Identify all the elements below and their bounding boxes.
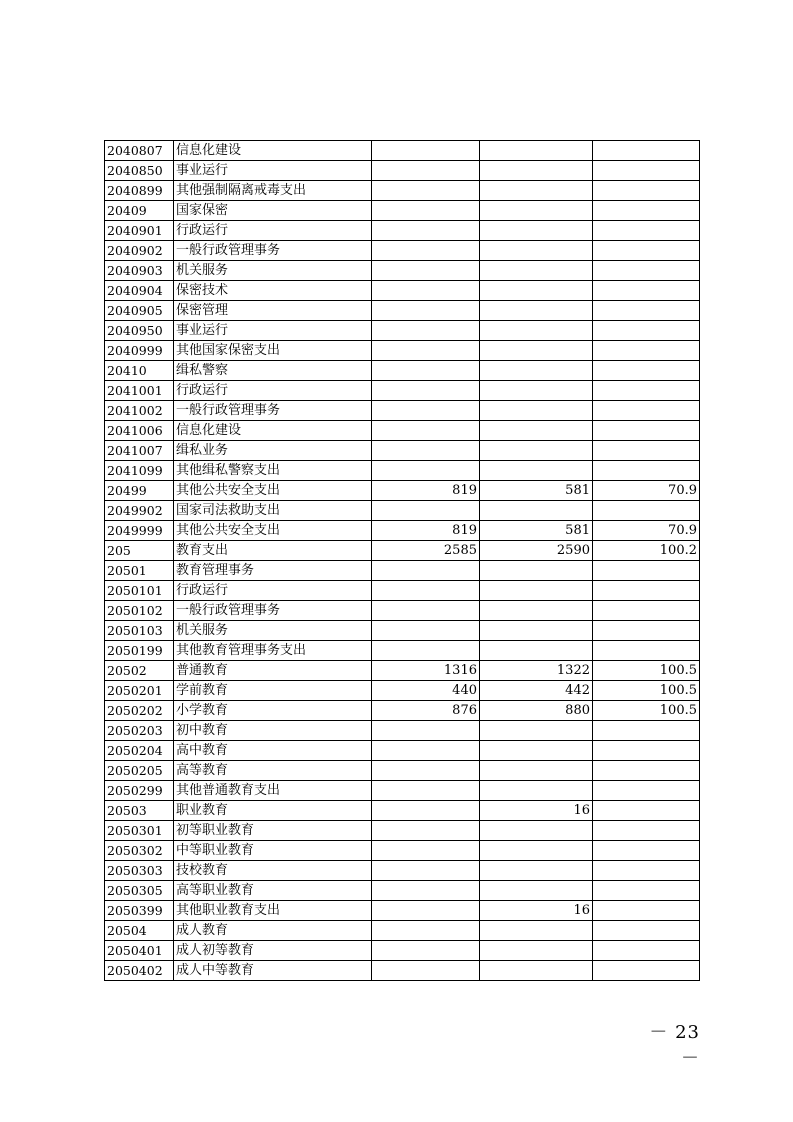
value-cell-3 [593,341,700,361]
item-code-cell: 2040999 [105,341,174,361]
value-cell-1 [372,361,480,381]
value-cell-1 [372,421,480,441]
table-row [105,661,700,681]
value-cell-2 [480,181,593,201]
value-cell-2 [480,621,593,641]
table-row [105,621,700,641]
item-code-cell: 2040807 [105,141,174,161]
item-name-cell: 中等职业教育 [174,841,372,861]
value-cell-3 [593,261,700,281]
item-code-cell: 2041099 [105,461,174,481]
item-name-cell: 机关服务 [174,621,372,641]
item-code-cell: 2040950 [105,321,174,341]
value-cell-3 [593,441,700,461]
value-cell-2 [480,781,593,801]
table-row [105,381,700,401]
table-row [105,301,700,321]
value-cell-1 [372,961,480,981]
value-cell-3 [593,301,700,321]
value-cell-3: 70.9 [593,521,700,541]
value-cell-3 [593,601,700,621]
table-row [105,841,700,861]
value-cell-2 [480,821,593,841]
value-cell-1 [372,861,480,881]
table-row [105,501,700,521]
table-row [105,861,700,881]
item-code-cell: 2050199 [105,641,174,661]
value-cell-1 [372,181,480,201]
value-cell-3 [593,161,700,181]
value-cell-2 [480,761,593,781]
value-cell-1 [372,301,480,321]
item-code-cell: 20501 [105,561,174,581]
value-cell-1: 819 [372,481,480,501]
item-name-cell: 一般行政管理事务 [174,601,372,621]
item-code-cell: 2040905 [105,301,174,321]
item-name-cell: 职业教育 [174,801,372,821]
item-name-cell: 信息化建设 [174,141,372,161]
table-row [105,721,700,741]
value-cell-2 [480,161,593,181]
value-cell-1 [372,281,480,301]
value-cell-3: 100.5 [593,661,700,681]
value-cell-3 [593,361,700,381]
value-cell-2: 2590 [480,541,593,561]
value-cell-2: 442 [480,681,593,701]
value-cell-1 [372,741,480,761]
value-cell-2 [480,501,593,521]
value-cell-2 [480,841,593,861]
item-name-cell: 国家司法救助支出 [174,501,372,521]
table-row [105,801,700,821]
value-cell-3 [593,501,700,521]
table-row [105,321,700,341]
value-cell-2 [480,461,593,481]
value-cell-3 [593,721,700,741]
item-code-cell: 2040903 [105,261,174,281]
table-row [105,641,700,661]
item-code-cell: 2040901 [105,221,174,241]
value-cell-3 [593,861,700,881]
item-name-cell: 事业运行 [174,161,372,181]
value-cell-2 [480,241,593,261]
item-code-cell: 2050303 [105,861,174,881]
table-row [105,421,700,441]
table-row [105,441,700,461]
value-cell-1 [372,441,480,461]
table-row [105,941,700,961]
value-cell-2 [480,741,593,761]
value-cell-3 [593,841,700,861]
value-cell-3 [593,141,700,161]
value-cell-2 [480,581,593,601]
value-cell-3 [593,761,700,781]
value-cell-1 [372,721,480,741]
value-cell-2: 16 [480,801,593,821]
table-row [105,181,700,201]
value-cell-3 [593,421,700,441]
table-row [105,781,700,801]
item-code-cell: 2049999 [105,521,174,541]
table-row [105,261,700,281]
value-cell-2 [480,261,593,281]
item-code-cell: 2050205 [105,761,174,781]
value-cell-3 [593,321,700,341]
item-code-cell: 2041001 [105,381,174,401]
value-cell-2 [480,721,593,741]
item-code-cell: 20504 [105,921,174,941]
value-cell-1 [372,601,480,621]
table-row [105,281,700,301]
table-row [105,221,700,241]
item-name-cell: 国家保密 [174,201,372,221]
value-cell-1 [372,901,480,921]
page-number: － 23 － [649,1022,700,1069]
value-cell-3: 70.9 [593,481,700,501]
value-cell-1 [372,941,480,961]
value-cell-1 [372,921,480,941]
value-cell-2 [480,281,593,301]
item-name-cell: 行政运行 [174,381,372,401]
value-cell-1 [372,821,480,841]
value-cell-3 [593,461,700,481]
item-name-cell: 其他职业教育支出 [174,901,372,921]
item-name-cell: 其他教育管理事务支出 [174,641,372,661]
item-name-cell: 高等职业教育 [174,881,372,901]
value-cell-1: 819 [372,521,480,541]
item-code-cell: 2040902 [105,241,174,261]
value-cell-3 [593,961,700,981]
value-cell-2 [480,881,593,901]
table-row [105,141,700,161]
value-cell-1 [372,221,480,241]
item-name-cell: 其他缉私警察支出 [174,461,372,481]
item-code-cell: 20503 [105,801,174,821]
item-code-cell: 2041006 [105,421,174,441]
value-cell-2 [480,321,593,341]
item-name-cell: 缉私警察 [174,361,372,381]
item-name-cell: 其他国家保密支出 [174,341,372,361]
item-code-cell: 20409 [105,201,174,221]
item-code-cell: 20499 [105,481,174,501]
value-cell-3 [593,241,700,261]
value-cell-2: 1322 [480,661,593,681]
value-cell-3 [593,921,700,941]
item-name-cell: 信息化建设 [174,421,372,441]
table-row [105,561,700,581]
table-row [105,401,700,421]
value-cell-2 [480,441,593,461]
budget-table [104,140,700,981]
item-name-cell: 教育支出 [174,541,372,561]
item-code-cell: 2050299 [105,781,174,801]
value-cell-1 [372,261,480,281]
value-cell-3 [593,901,700,921]
value-cell-2 [480,381,593,401]
value-cell-2 [480,961,593,981]
table-row [105,481,700,501]
value-cell-3: 100.5 [593,701,700,721]
value-cell-1 [372,561,480,581]
table-row [105,761,700,781]
value-cell-2 [480,941,593,961]
item-name-cell: 小学教育 [174,701,372,721]
value-cell-3 [593,941,700,961]
value-cell-2 [480,401,593,421]
value-cell-2: 581 [480,521,593,541]
value-cell-3 [593,581,700,601]
item-code-cell: 2049902 [105,501,174,521]
table-row [105,241,700,261]
value-cell-3 [593,821,700,841]
value-cell-2 [480,601,593,621]
value-cell-2 [480,341,593,361]
value-cell-2 [480,221,593,241]
value-cell-1 [372,341,480,361]
item-name-cell: 行政运行 [174,581,372,601]
table-row [105,461,700,481]
value-cell-2: 880 [480,701,593,721]
item-code-cell: 20502 [105,661,174,681]
value-cell-2 [480,921,593,941]
value-cell-1 [372,841,480,861]
value-cell-1 [372,161,480,181]
value-cell-3 [593,561,700,581]
item-name-cell: 一般行政管理事务 [174,241,372,261]
item-name-cell: 学前教育 [174,681,372,701]
item-code-cell: 2050401 [105,941,174,961]
table-row [105,521,700,541]
value-cell-1 [372,621,480,641]
table-row [105,581,700,601]
table-row [105,921,700,941]
table-row [105,961,700,981]
table-row [105,601,700,621]
value-cell-1 [372,461,480,481]
item-name-cell: 缉私业务 [174,441,372,461]
value-cell-3: 100.5 [593,681,700,701]
item-code-cell: 2041002 [105,401,174,421]
value-cell-2 [480,641,593,661]
item-code-cell: 2041007 [105,441,174,461]
item-name-cell: 成人中等教育 [174,961,372,981]
item-code-cell: 2040904 [105,281,174,301]
value-cell-1: 1316 [372,661,480,681]
item-name-cell: 高等教育 [174,761,372,781]
value-cell-2 [480,141,593,161]
value-cell-1 [372,761,480,781]
value-cell-1 [372,501,480,521]
value-cell-2: 581 [480,481,593,501]
item-name-cell: 一般行政管理事务 [174,401,372,421]
value-cell-2 [480,301,593,321]
value-cell-3 [593,741,700,761]
item-name-cell: 高中教育 [174,741,372,761]
item-code-cell: 2050301 [105,821,174,841]
value-cell-1 [372,781,480,801]
value-cell-3 [593,621,700,641]
item-name-cell: 技校教育 [174,861,372,881]
item-name-cell: 普通教育 [174,661,372,681]
item-code-cell: 205 [105,541,174,561]
table-row [105,681,700,701]
item-code-cell: 2040899 [105,181,174,201]
table-row [105,201,700,221]
item-name-cell: 其他普通教育支出 [174,781,372,801]
value-cell-2 [480,861,593,881]
table-row [105,341,700,361]
table-row [105,541,700,561]
value-cell-3 [593,881,700,901]
item-name-cell: 初中教育 [174,721,372,741]
item-code-cell: 2050103 [105,621,174,641]
value-cell-3 [593,401,700,421]
item-name-cell: 其他公共安全支出 [174,481,372,501]
value-cell-2 [480,201,593,221]
value-cell-1: 440 [372,681,480,701]
value-cell-1 [372,321,480,341]
item-name-cell: 其他公共安全支出 [174,521,372,541]
item-name-cell: 行政运行 [174,221,372,241]
value-cell-1 [372,201,480,221]
value-cell-3 [593,801,700,821]
item-code-cell: 2050204 [105,741,174,761]
item-name-cell: 其他强制隔离戒毒支出 [174,181,372,201]
item-code-cell: 2050399 [105,901,174,921]
value-cell-2 [480,361,593,381]
item-name-cell: 保密管理 [174,301,372,321]
value-cell-1: 2585 [372,541,480,561]
item-name-cell: 保密技术 [174,281,372,301]
value-cell-3 [593,381,700,401]
item-code-cell: 2040850 [105,161,174,181]
item-code-cell: 2050302 [105,841,174,861]
table-row [105,881,700,901]
value-cell-2 [480,421,593,441]
value-cell-2: 16 [480,901,593,921]
item-code-cell: 2050101 [105,581,174,601]
value-cell-1 [372,141,480,161]
value-cell-3 [593,781,700,801]
value-cell-1 [372,581,480,601]
item-code-cell: 2050203 [105,721,174,741]
table-row [105,741,700,761]
item-name-cell: 成人初等教育 [174,941,372,961]
value-cell-1 [372,641,480,661]
value-cell-1 [372,401,480,421]
value-cell-1 [372,241,480,261]
item-code-cell: 2050402 [105,961,174,981]
table-row [105,361,700,381]
value-cell-1 [372,801,480,821]
item-name-cell: 事业运行 [174,321,372,341]
value-cell-2 [480,561,593,581]
table-row [105,901,700,921]
value-cell-3 [593,201,700,221]
value-cell-1: 876 [372,701,480,721]
value-cell-3 [593,641,700,661]
table-row [105,821,700,841]
item-name-cell: 教育管理事务 [174,561,372,581]
table-row [105,161,700,181]
item-code-cell: 2050202 [105,701,174,721]
item-code-cell: 2050201 [105,681,174,701]
item-name-cell: 初等职业教育 [174,821,372,841]
value-cell-1 [372,881,480,901]
table-row [105,701,700,721]
value-cell-3 [593,181,700,201]
item-name-cell: 成人教育 [174,921,372,941]
item-code-cell: 2050305 [105,881,174,901]
item-name-cell: 机关服务 [174,261,372,281]
value-cell-1 [372,381,480,401]
item-code-cell: 20410 [105,361,174,381]
item-code-cell: 2050102 [105,601,174,621]
value-cell-3: 100.2 [593,541,700,561]
value-cell-3 [593,281,700,301]
budget-table-body [105,141,700,981]
value-cell-3 [593,221,700,241]
